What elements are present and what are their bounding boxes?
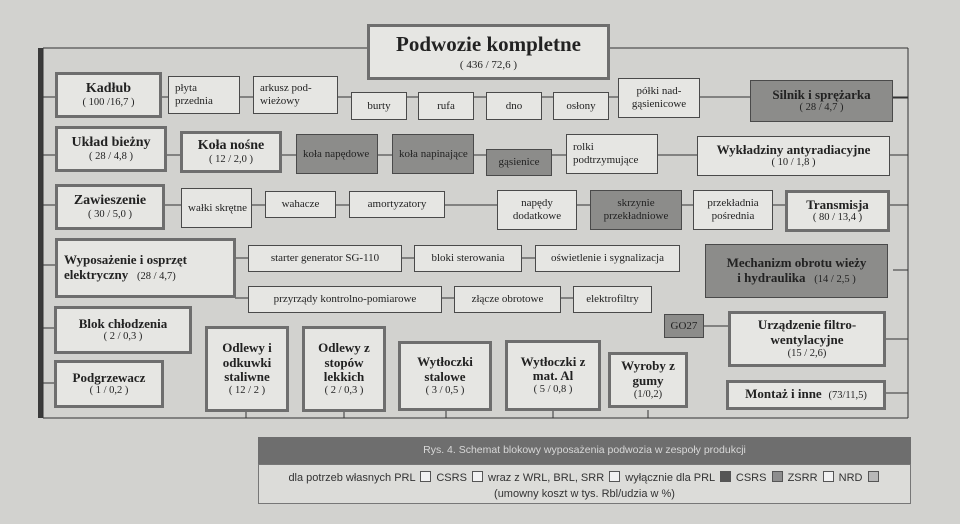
box-label: Montaż i inne xyxy=(745,386,822,402)
box-value: ( 28 / 4,8 ) xyxy=(88,151,134,163)
box-bloki xyxy=(414,245,522,272)
box-label: półki nad- gąsienicowe xyxy=(631,85,687,110)
box-label-2: elektryczny xyxy=(64,266,129,282)
box-label-2: i hydraulika xyxy=(737,269,806,285)
legend-nrd: NRD xyxy=(838,472,863,484)
box-value: (15 / 2,6) xyxy=(787,347,827,359)
box-label: Koła nośne xyxy=(197,137,265,153)
box-value: ( 1 / 0,2 ) xyxy=(89,385,129,397)
box-label: amortyzatory xyxy=(367,198,427,211)
box-label: Odlewy i odkuwki staliwne xyxy=(222,339,272,385)
box-rolki xyxy=(566,134,658,174)
box-kola xyxy=(180,131,282,173)
box-label: Wyposażenie i osprzęt xyxy=(64,252,187,267)
box-label: Mechanizm obrotu wieży xyxy=(726,255,867,270)
box-odlewy-lekkie xyxy=(302,326,386,412)
box-value: (73/11,5) xyxy=(828,390,867,402)
box-label: Układ bieżny xyxy=(71,134,151,150)
box-label: wahacze xyxy=(281,198,320,211)
box-label: wałki skrętne xyxy=(188,201,247,214)
box-label: elektrofiltry xyxy=(586,293,639,306)
box-label: Blok chłodzenia xyxy=(78,315,168,331)
box-oswietlenie xyxy=(535,245,680,272)
box-starter xyxy=(248,245,402,272)
box-label: oświetlenie i sygnalizacja xyxy=(550,252,664,265)
box-value: ( 10 / 1,8 ) xyxy=(771,157,816,169)
box-przyrzady xyxy=(248,286,442,313)
box-label: Zawieszenie xyxy=(73,192,147,208)
box-value: (14 / 2,5 ) xyxy=(814,273,856,285)
box-burty xyxy=(351,92,407,120)
box-label: arkusz pod- wieżowy xyxy=(260,82,312,107)
box-label: Wykładziny antyradiacyjne xyxy=(716,141,871,157)
box-label: rufa xyxy=(437,99,455,112)
box-label: Wytłoczki z mat. Al xyxy=(520,353,586,384)
legend-note: (umowny koszt w tys. Rbl/udzia w %) xyxy=(494,488,675,500)
box-kola-napinajace xyxy=(392,134,474,174)
box-value: ( 80 / 13,4 ) xyxy=(812,212,863,224)
box-label: gąsienice xyxy=(498,156,540,169)
box-label: Transmisja xyxy=(806,196,869,212)
box-label: bloki sterowania xyxy=(431,252,505,265)
box-zlacze xyxy=(454,286,561,313)
box-label: burty xyxy=(367,99,391,112)
box-value: ( 28 / 4,7 ) xyxy=(799,102,844,114)
box-label: płyta przednia xyxy=(175,82,213,107)
box-value: (28 / 4,7) xyxy=(137,270,176,282)
box-napedy xyxy=(497,190,577,230)
box-label: Podgrzewacz xyxy=(72,369,146,385)
legend-swatch-srr xyxy=(609,471,620,482)
legend-swatch-csrs-1 xyxy=(472,471,483,482)
box-wyroby xyxy=(608,352,688,408)
box-blok xyxy=(54,306,192,354)
legend-swatch-zsrr xyxy=(823,471,834,482)
legend-swatch-prl-own xyxy=(420,471,431,482)
box-gasienice xyxy=(486,149,552,176)
box-label: Wytłoczki stalowe xyxy=(417,354,473,384)
box-value: ( 5 / 0,8 ) xyxy=(533,384,573,396)
box-value: ( 2 / 0,3 ) xyxy=(103,331,143,343)
box-label: złącze obrotowe xyxy=(471,293,544,306)
box-plyta xyxy=(168,76,240,114)
box-label: napędy dodatkowe xyxy=(512,197,562,222)
box-label: rolki podtrzymujące xyxy=(573,141,639,166)
diagram-title xyxy=(367,24,610,80)
box-label: koła napinające xyxy=(399,147,468,160)
box-label: Odlewy z stopów lekkich xyxy=(318,339,370,385)
box-odlewy-staliwne xyxy=(205,326,289,412)
box-label: Silnik i sprężarka xyxy=(772,86,871,102)
box-label: Kadłub xyxy=(85,80,132,96)
box-elektrofiltry xyxy=(573,286,652,313)
legend-mid: wraz z WRL, BRL, SRR xyxy=(488,472,605,484)
box-value: ( 12 / 2,0 ) xyxy=(208,154,254,166)
box-podgrzewacz xyxy=(54,360,164,408)
box-value: ( 3 / 0,5 ) xyxy=(425,384,465,396)
box-skrzynie xyxy=(590,190,682,230)
box-label: przekładnia pośrednia xyxy=(707,197,759,222)
box-silnik xyxy=(750,80,893,122)
box-value: ( 12 / 2 ) xyxy=(228,385,266,397)
box-value: (1/0,2) xyxy=(633,388,663,400)
box-wyposazenie xyxy=(55,238,236,298)
box-kola-napedowe xyxy=(296,134,378,174)
box-wykladziny xyxy=(697,136,890,176)
box-label: Wyroby z gumy xyxy=(621,358,675,388)
box-urzadzenie xyxy=(728,311,886,367)
box-label: osłony xyxy=(566,99,596,112)
box-rufa xyxy=(418,92,474,120)
box-uklad xyxy=(55,126,167,172)
box-transmisja xyxy=(785,190,890,232)
box-value: ( 2 / 0,3 ) xyxy=(324,385,364,397)
box-value: ( 100 /16,7 ) xyxy=(82,97,135,109)
legend-csrs-2: CSRS xyxy=(735,472,767,484)
box-mechanizm xyxy=(705,244,888,298)
box-label: starter generator SG-110 xyxy=(270,252,380,265)
legend-swatch-prl-excl xyxy=(720,471,731,482)
box-label: Urządzenie filtro- wentylacyjne xyxy=(757,317,857,347)
box-dno xyxy=(486,92,542,120)
box-label: dno xyxy=(505,99,523,112)
box-wytloczki-al xyxy=(505,340,601,411)
box-polki xyxy=(618,78,700,118)
box-label: GO27 xyxy=(670,319,698,332)
box-go27 xyxy=(664,314,704,338)
box-kadlub xyxy=(55,72,162,118)
title-text: Podwozie kompletne xyxy=(396,32,581,57)
box-label: skrzynie przekładniowe xyxy=(603,197,669,222)
legend-excl: wyłącznie dla PRL xyxy=(625,472,715,484)
box-montaz xyxy=(726,380,886,410)
box-value: ( 30 / 5,0 ) xyxy=(87,209,133,221)
legend-csrs-1: CSRS xyxy=(436,472,467,484)
box-przekladnia xyxy=(693,190,773,230)
legend-zsrr: ZSRR xyxy=(787,472,818,484)
box-arkusz xyxy=(253,76,338,114)
box-wytloczki-stalowe xyxy=(398,341,492,411)
figure-caption: Rys. 4. Schemat blokowy wyposażenia podwozia w zespoły produkcji xyxy=(258,437,911,464)
legend xyxy=(258,464,911,504)
box-label: przyrządy kontrolno-pomiarowe xyxy=(273,293,417,306)
box-oslony xyxy=(553,92,609,120)
legend-swatch-nrd xyxy=(868,471,879,482)
box-zawieszenie xyxy=(55,184,165,230)
legend-swatch-csrs-2 xyxy=(772,471,783,482)
legend-prefix: dla potrzeb własnych PRL xyxy=(288,472,416,484)
title-value: ( 436 / 72,6 ) xyxy=(459,59,518,72)
box-label: koła napędowe xyxy=(303,147,370,160)
box-walki xyxy=(181,188,252,228)
box-amortyzatory xyxy=(349,191,445,218)
box-wahacze xyxy=(265,191,336,218)
